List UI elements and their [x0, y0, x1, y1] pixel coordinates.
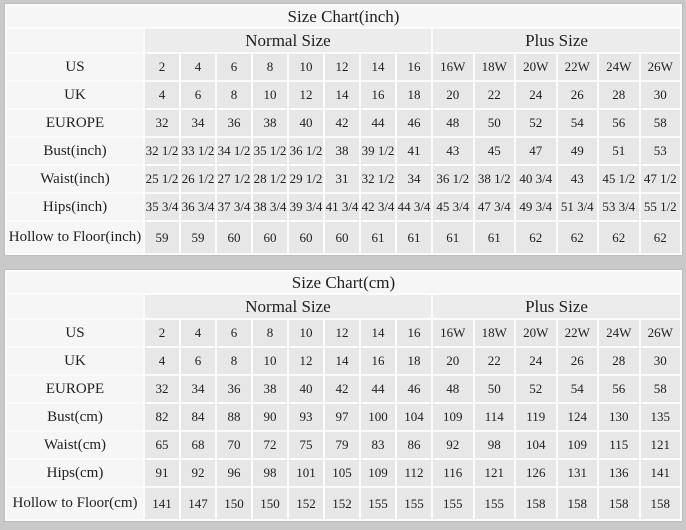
- size-value-cell: 136: [599, 460, 639, 486]
- size-value-cell: 65: [145, 432, 179, 458]
- size-value-cell: 18W: [475, 320, 515, 346]
- size-value-cell: 100: [361, 404, 395, 430]
- size-value-cell: 38: [253, 376, 287, 402]
- size-value-cell: 152: [325, 488, 359, 519]
- table-title-row: [7, 6, 680, 27]
- size-value-cell: 72: [253, 432, 287, 458]
- size-value-cell: 12: [289, 348, 323, 374]
- size-value-cell: 79: [325, 432, 359, 458]
- size-value-cell: 49: [558, 138, 598, 164]
- size-value-cell: 14: [361, 54, 395, 80]
- size-value-cell: 32: [145, 110, 179, 136]
- row-label: Hips(inch): [7, 194, 143, 220]
- size-value-cell: 59: [145, 222, 179, 253]
- size-value-cell: 40 3/4: [516, 166, 556, 192]
- size-value-cell: 8: [253, 54, 287, 80]
- size-value-cell: 121: [641, 432, 681, 458]
- size-value-cell: 61: [433, 222, 473, 253]
- size-value-cell: 60: [253, 222, 287, 253]
- size-value-cell: 51 3/4: [558, 194, 598, 220]
- size-value-cell: 8: [253, 320, 287, 346]
- size-value-cell: 44: [361, 110, 395, 136]
- size-value-cell: 38 3/4: [253, 194, 287, 220]
- size-value-cell: 18: [397, 348, 431, 374]
- size-value-cell: 6: [181, 82, 215, 108]
- size-value-cell: 36 1/2: [433, 166, 473, 192]
- size-value-cell: 10: [253, 82, 287, 108]
- size-value-cell: 45: [475, 138, 515, 164]
- size-value-cell: 16: [361, 82, 395, 108]
- size-value-cell: 35 3/4: [145, 194, 179, 220]
- size-value-cell: 54: [558, 376, 598, 402]
- row-label: Hips(cm): [7, 460, 143, 486]
- size-value-cell: 60: [289, 222, 323, 253]
- size-value-cell: 4: [145, 82, 179, 108]
- size-value-cell: 28: [599, 348, 639, 374]
- size-value-cell: 42 3/4: [361, 194, 395, 220]
- size-value-cell: 47 1/2: [641, 166, 681, 192]
- size-value-cell: 26 1/2: [181, 166, 215, 192]
- size-value-cell: 31: [325, 166, 359, 192]
- size-value-cell: 68: [181, 432, 215, 458]
- size-value-cell: 12: [289, 82, 323, 108]
- size-value-cell: 14: [325, 82, 359, 108]
- size-value-cell: 101: [289, 460, 323, 486]
- size-value-cell: 92: [181, 460, 215, 486]
- size-value-cell: 43: [433, 138, 473, 164]
- size-value-cell: 16: [361, 348, 395, 374]
- size-value-cell: 84: [181, 404, 215, 430]
- size-value-cell: 32: [145, 376, 179, 402]
- size-value-cell: 16W: [433, 54, 473, 80]
- size-value-cell: 60: [325, 222, 359, 253]
- size-value-cell: 41 3/4: [325, 194, 359, 220]
- row-label: Hollow to Floor(inch): [7, 222, 143, 253]
- size-value-cell: 24: [516, 348, 556, 374]
- size-value-cell: 41: [397, 138, 431, 164]
- row-label: Bust(cm): [7, 404, 143, 430]
- table-row: [7, 320, 680, 346]
- size-value-cell: 109: [361, 460, 395, 486]
- size-value-cell: 14: [361, 320, 395, 346]
- size-value-cell: 36: [217, 376, 251, 402]
- size-value-cell: 8: [217, 348, 251, 374]
- size-value-cell: 22W: [558, 54, 598, 80]
- size-value-cell: 39 3/4: [289, 194, 323, 220]
- size-value-cell: 6: [217, 54, 251, 80]
- size-value-cell: 91: [145, 460, 179, 486]
- table-row: [7, 54, 680, 80]
- size-value-cell: 86: [397, 432, 431, 458]
- size-value-cell: 55 1/2: [641, 194, 681, 220]
- size-value-cell: 2: [145, 54, 179, 80]
- size-value-cell: 16W: [433, 320, 473, 346]
- size-value-cell: 50: [475, 110, 515, 136]
- size-value-cell: 2: [145, 320, 179, 346]
- size-value-cell: 115: [599, 432, 639, 458]
- size-value-cell: 14: [325, 348, 359, 374]
- size-value-cell: 45 1/2: [599, 166, 639, 192]
- row-label: UK: [7, 348, 143, 374]
- size-value-cell: 62: [516, 222, 556, 253]
- size-value-cell: 4: [181, 54, 215, 80]
- size-value-cell: 34: [181, 376, 215, 402]
- row-label: UK: [7, 82, 143, 108]
- size-value-cell: 59: [181, 222, 215, 253]
- size-value-cell: 61: [475, 222, 515, 253]
- size-value-cell: 16: [397, 320, 431, 346]
- size-value-cell: 46: [397, 110, 431, 136]
- size-value-cell: 16: [397, 54, 431, 80]
- size-value-cell: 6: [217, 320, 251, 346]
- size-value-cell: 150: [217, 488, 251, 519]
- size-value-cell: 45 3/4: [433, 194, 473, 220]
- size-value-cell: 44: [361, 376, 395, 402]
- size-value-cell: 70: [217, 432, 251, 458]
- size-value-cell: 35 1/2: [253, 138, 287, 164]
- size-value-cell: 18: [397, 82, 431, 108]
- size-value-cell: 51: [599, 138, 639, 164]
- size-value-cell: 40: [289, 376, 323, 402]
- size-value-cell: 109: [433, 404, 473, 430]
- size-value-cell: 25 1/2: [145, 166, 179, 192]
- table-row: [7, 404, 680, 430]
- size-value-cell: 53: [641, 138, 681, 164]
- table-row: [7, 194, 680, 220]
- size-value-cell: 12: [325, 54, 359, 80]
- size-value-cell: 141: [641, 460, 681, 486]
- size-value-cell: 46: [397, 376, 431, 402]
- size-value-cell: 135: [641, 404, 681, 430]
- table-row: [7, 460, 680, 486]
- size-value-cell: 130: [599, 404, 639, 430]
- size-value-cell: 124: [558, 404, 598, 430]
- table-row: [7, 222, 680, 253]
- size-value-cell: 150: [253, 488, 287, 519]
- row-label: EUROPE: [7, 110, 143, 136]
- size-group-row: [7, 29, 680, 52]
- size-value-cell: 50: [475, 376, 515, 402]
- size-value-cell: 155: [361, 488, 395, 519]
- size-value-cell: 62: [558, 222, 598, 253]
- size-value-cell: 30: [641, 82, 681, 108]
- table-title-row: [7, 272, 680, 293]
- size-value-cell: 36 1/2: [289, 138, 323, 164]
- size-value-cell: 131: [558, 460, 598, 486]
- size-value-cell: 22: [475, 348, 515, 374]
- size-value-cell: 60: [217, 222, 251, 253]
- corner-cell: [7, 29, 143, 52]
- size-value-cell: 155: [433, 488, 473, 519]
- table-row: [7, 82, 680, 108]
- size-value-cell: 18W: [475, 54, 515, 80]
- size-value-cell: 147: [181, 488, 215, 519]
- size-group-header: Plus Size: [433, 29, 680, 52]
- size-value-cell: 38: [325, 138, 359, 164]
- size-value-cell: 83: [361, 432, 395, 458]
- size-value-cell: 24: [516, 82, 556, 108]
- size-chart-inch-table: [5, 4, 682, 255]
- size-value-cell: 152: [289, 488, 323, 519]
- size-value-cell: 4: [145, 348, 179, 374]
- size-value-cell: 52: [516, 376, 556, 402]
- row-label: Waist(inch): [7, 166, 143, 192]
- size-value-cell: 47: [516, 138, 556, 164]
- row-label: Hollow to Floor(cm): [7, 488, 143, 519]
- size-value-cell: 6: [181, 348, 215, 374]
- size-value-cell: 47 3/4: [475, 194, 515, 220]
- size-value-cell: 10: [289, 320, 323, 346]
- size-value-cell: 114: [475, 404, 515, 430]
- table-row: [7, 138, 680, 164]
- size-value-cell: 26: [558, 348, 598, 374]
- size-value-cell: 20: [433, 82, 473, 108]
- size-value-cell: 32 1/2: [145, 138, 179, 164]
- size-value-cell: 28: [599, 82, 639, 108]
- row-label: Waist(cm): [7, 432, 143, 458]
- size-value-cell: 52: [516, 110, 556, 136]
- size-value-cell: 56: [599, 110, 639, 136]
- size-value-cell: 158: [558, 488, 598, 519]
- size-value-cell: 155: [475, 488, 515, 519]
- size-value-cell: 29 1/2: [289, 166, 323, 192]
- size-value-cell: 36: [217, 110, 251, 136]
- size-value-cell: 34: [397, 166, 431, 192]
- size-value-cell: 119: [516, 404, 556, 430]
- size-value-cell: 39 1/2: [361, 138, 395, 164]
- size-value-cell: 105: [325, 460, 359, 486]
- size-group-header: Normal Size: [145, 295, 431, 318]
- size-group-header: Plus Size: [433, 295, 680, 318]
- size-value-cell: 32 1/2: [361, 166, 395, 192]
- size-value-cell: 49 3/4: [516, 194, 556, 220]
- size-value-cell: 22: [475, 82, 515, 108]
- size-value-cell: 26: [558, 82, 598, 108]
- size-value-cell: 44 3/4: [397, 194, 431, 220]
- size-value-cell: 88: [217, 404, 251, 430]
- size-value-cell: 30: [641, 348, 681, 374]
- size-value-cell: 10: [289, 54, 323, 80]
- size-value-cell: 97: [325, 404, 359, 430]
- size-value-cell: 24W: [599, 320, 639, 346]
- size-value-cell: 37 3/4: [217, 194, 251, 220]
- size-value-cell: 20: [433, 348, 473, 374]
- table-row: [7, 110, 680, 136]
- size-value-cell: 75: [289, 432, 323, 458]
- table-row: [7, 166, 680, 192]
- table-row: [7, 488, 680, 519]
- size-value-cell: 38: [253, 110, 287, 136]
- size-value-cell: 104: [516, 432, 556, 458]
- size-value-cell: 62: [599, 222, 639, 253]
- table-title: Size Chart(cm): [7, 272, 680, 293]
- size-value-cell: 92: [433, 432, 473, 458]
- size-value-cell: 58: [641, 110, 681, 136]
- size-value-cell: 158: [516, 488, 556, 519]
- row-label: US: [7, 54, 143, 80]
- size-value-cell: 22W: [558, 320, 598, 346]
- size-value-cell: 20W: [516, 320, 556, 346]
- size-value-cell: 98: [475, 432, 515, 458]
- size-value-cell: 33 1/2: [181, 138, 215, 164]
- table-title: Size Chart(inch): [7, 6, 680, 27]
- size-value-cell: 24W: [599, 54, 639, 80]
- size-value-cell: 82: [145, 404, 179, 430]
- size-value-cell: 10: [253, 348, 287, 374]
- size-value-cell: 121: [475, 460, 515, 486]
- size-value-cell: 61: [361, 222, 395, 253]
- size-value-cell: 34 1/2: [217, 138, 251, 164]
- size-value-cell: 62: [641, 222, 681, 253]
- size-value-cell: 116: [433, 460, 473, 486]
- size-group-row: [7, 295, 680, 318]
- size-value-cell: 54: [558, 110, 598, 136]
- size-value-cell: 28 1/2: [253, 166, 287, 192]
- size-value-cell: 109: [558, 432, 598, 458]
- size-value-cell: 4: [181, 320, 215, 346]
- size-value-cell: 43: [558, 166, 598, 192]
- size-value-cell: 155: [397, 488, 431, 519]
- size-value-cell: 98: [253, 460, 287, 486]
- size-value-cell: 40: [289, 110, 323, 136]
- corner-cell: [7, 295, 143, 318]
- row-label: US: [7, 320, 143, 346]
- size-value-cell: 58: [641, 376, 681, 402]
- size-value-cell: 90: [253, 404, 287, 430]
- size-chart-cm-table: [5, 270, 682, 521]
- size-value-cell: 53 3/4: [599, 194, 639, 220]
- size-value-cell: 34: [181, 110, 215, 136]
- size-value-cell: 158: [599, 488, 639, 519]
- size-value-cell: 42: [325, 110, 359, 136]
- size-value-cell: 93: [289, 404, 323, 430]
- size-value-cell: 104: [397, 404, 431, 430]
- size-value-cell: 141: [145, 488, 179, 519]
- size-value-cell: 26W: [641, 54, 681, 80]
- size-value-cell: 26W: [641, 320, 681, 346]
- table-row: [7, 348, 680, 374]
- size-value-cell: 20W: [516, 54, 556, 80]
- size-value-cell: 96: [217, 460, 251, 486]
- table-row: [7, 432, 680, 458]
- size-value-cell: 126: [516, 460, 556, 486]
- row-label: Bust(inch): [7, 138, 143, 164]
- size-value-cell: 61: [397, 222, 431, 253]
- size-group-header: Normal Size: [145, 29, 431, 52]
- size-value-cell: 112: [397, 460, 431, 486]
- size-value-cell: 38 1/2: [475, 166, 515, 192]
- size-value-cell: 27 1/2: [217, 166, 251, 192]
- size-value-cell: 48: [433, 376, 473, 402]
- size-value-cell: 56: [599, 376, 639, 402]
- size-value-cell: 12: [325, 320, 359, 346]
- row-label: EUROPE: [7, 376, 143, 402]
- size-value-cell: 42: [325, 376, 359, 402]
- size-value-cell: 36 3/4: [181, 194, 215, 220]
- size-value-cell: 158: [641, 488, 681, 519]
- table-row: [7, 376, 680, 402]
- size-value-cell: 8: [217, 82, 251, 108]
- size-value-cell: 48: [433, 110, 473, 136]
